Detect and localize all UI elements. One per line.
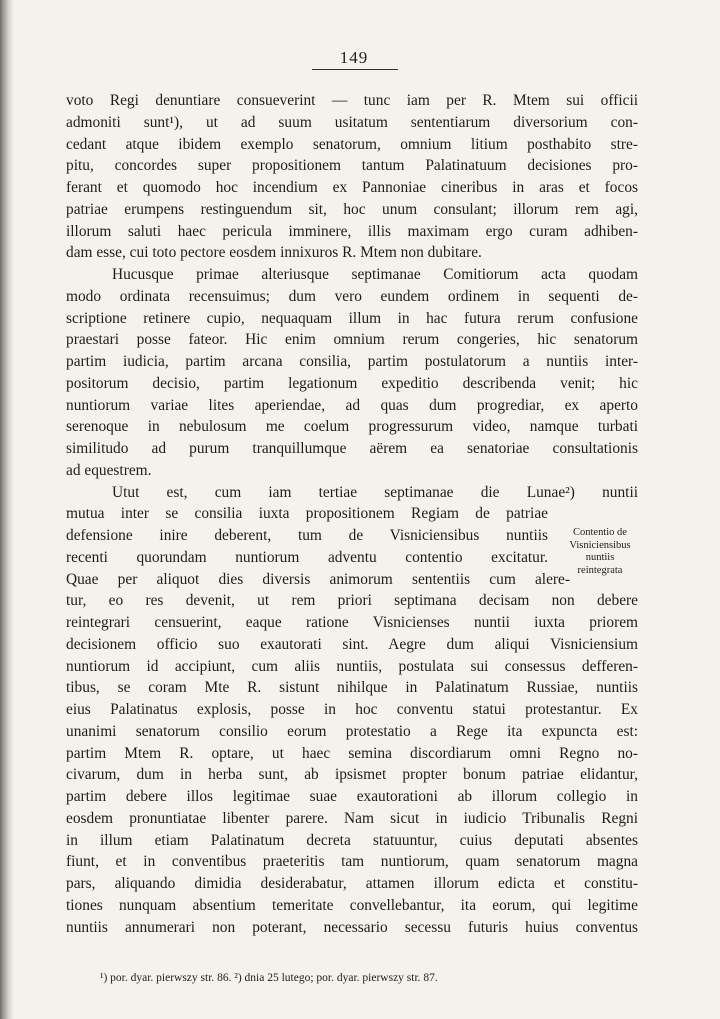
margin-note-line: reintegrata bbox=[577, 564, 623, 576]
text-line: fiunt, et in conventibus praeteritis tam nuntiorum, quam senatorum magna bbox=[66, 853, 638, 871]
text-line: civarum, dum in herba sunt, ab ipsismet propter bonum patriae elidantur, bbox=[66, 766, 638, 784]
text-line: defensione inire deberent, tum de Visniciensibus nuntiis bbox=[66, 527, 548, 544]
margin-note-line: nuntiis bbox=[585, 552, 615, 563]
text-line: nuntiorum variae lites aperiendae, ad quas dum progrediar, ex aperto bbox=[66, 396, 638, 414]
text-line: ad equestrem. bbox=[66, 461, 152, 479]
text-line: illorum saluti haec pericula imminere, illis maximam ergo curam adhiben- bbox=[66, 222, 638, 240]
text-line: praestari posse fateor. Hic enim omnium rerum congeries, hic senatorum bbox=[66, 331, 638, 349]
margin-note bbox=[552, 527, 648, 577]
text-line: pitu, concordes super propositionem tantum Palatinatuum decisiones pro- bbox=[66, 157, 638, 175]
body-text bbox=[66, 90, 638, 938]
text-line: partim Mtem R. optare, ut haec semina discordiarum omni Regno no- bbox=[66, 744, 638, 762]
page-number-rule bbox=[312, 69, 398, 70]
text-line: partim iudicia, partim arcana consilia, partim postulatorum a nuntiis inter- bbox=[66, 353, 638, 370]
text-line: admoniti sunt¹), ut ad suum usitatum sententiarum diversorium con- bbox=[66, 113, 638, 131]
text-line: Quae per aliquot dies diversis animorum sententiis cum alere- bbox=[66, 570, 570, 588]
text-line: nuntiorum id accipiunt, cum aliis nuntiis, postulata sui consessus defferen- bbox=[66, 657, 638, 675]
page-binding-edge bbox=[0, 0, 14, 1019]
text-line: serenoque in nebulosum me coelum progressurum video, namque turbati bbox=[66, 418, 638, 436]
text-line: partim debere illos legitimae suae exautorationi ab illorum collegio in bbox=[66, 788, 638, 805]
text-line: tiones nunquam absentium temeritate convellebantur, ita eorum, qui legitime bbox=[66, 896, 638, 914]
text-line: cedant atque ibidem exemplo senatorum, omnium litium posthabito stre- bbox=[66, 135, 638, 153]
text-line: similitudo ad purum tranquillumque aërem ea senatoriae consultationis bbox=[66, 440, 638, 457]
margin-note-line: Contentio de bbox=[573, 527, 627, 538]
text-line: tur, eo res devenit, ut rem priori septimana decisam non debere bbox=[66, 592, 638, 610]
text-line: Utut est, cum iam tertiae septimanae die Lunae²) nuntii bbox=[112, 483, 638, 501]
text-line: in illum etiam Palatinatum decreta statuuntur, cuius deputati absentes bbox=[66, 831, 638, 849]
text-line: tibus, se coram Mte R. sistunt nihilque in Palatinatum Russiae, nuntiis bbox=[66, 679, 638, 697]
text-line: patriae erumpens restinguendum sit, hoc unum consulant; illorum rem agi, bbox=[66, 200, 638, 218]
text-line: scriptione retinere cupio, nequaquam illum in hac futura rerum confusione bbox=[66, 309, 638, 327]
page-number: 149 bbox=[339, 48, 369, 67]
text-line: mutua inter se consilia iuxta propositionem Regiam de patriae bbox=[66, 505, 548, 523]
text-line: Hucusque primae alteriusque septimanae Comitiorum acta quodam bbox=[112, 266, 638, 283]
text-line: ferant et quomodo hoc incendium ex Pannoniae cineribus in aras et focos bbox=[66, 179, 638, 196]
text-line: eius Palatinatus explosis, posse in hoc conventu statui protestantur. Ex bbox=[66, 701, 638, 718]
text-line: dam esse, cui toto pectore eosdem innixuros R. Mtem non dubitare. bbox=[66, 244, 482, 262]
margin-note-line: Visniciensibus bbox=[569, 539, 631, 551]
text-line: nuntiis annumerari non poterant, necessario secessu futuris huius conventus bbox=[66, 918, 638, 936]
text-line: reintegrari censuerint, eaque ratione Visnicienses nuntii iuxta priorem bbox=[66, 614, 638, 631]
text-line: modo ordinata recensuimus; dum vero eundem ordinem in sequenti de- bbox=[66, 287, 638, 305]
text-line: positorum decisio, partim legationum expeditio describenda venit; hic bbox=[66, 374, 638, 392]
text-line: recenti quorundam nuntiorum adventu contentio excitatur. bbox=[66, 548, 548, 566]
text-line: pars, aliquando dimidia desiderabatur, attamen illorum edicta et constitu- bbox=[66, 875, 638, 892]
text-line: eosdem pronuntiatae libenter parere. Nam sicut in iudicio Tribunalis Regni bbox=[66, 809, 638, 827]
text-line: decisionem officio suo exautorati sint. Aegre dum aliqui Visniciensium bbox=[66, 635, 638, 653]
footnotes: ¹) por. dyar. pierwszy str. 86. ²) dnia 25 lutego; por. dyar. pierwszy str. 87. bbox=[100, 972, 438, 984]
text-line: voto Regi denuntiare consueverint — tunc iam per R. Mtem sui officii bbox=[66, 92, 638, 109]
text-line: unanimi senatorum consilio eorum protestatio a Rege ita expuncta est: bbox=[66, 722, 638, 740]
